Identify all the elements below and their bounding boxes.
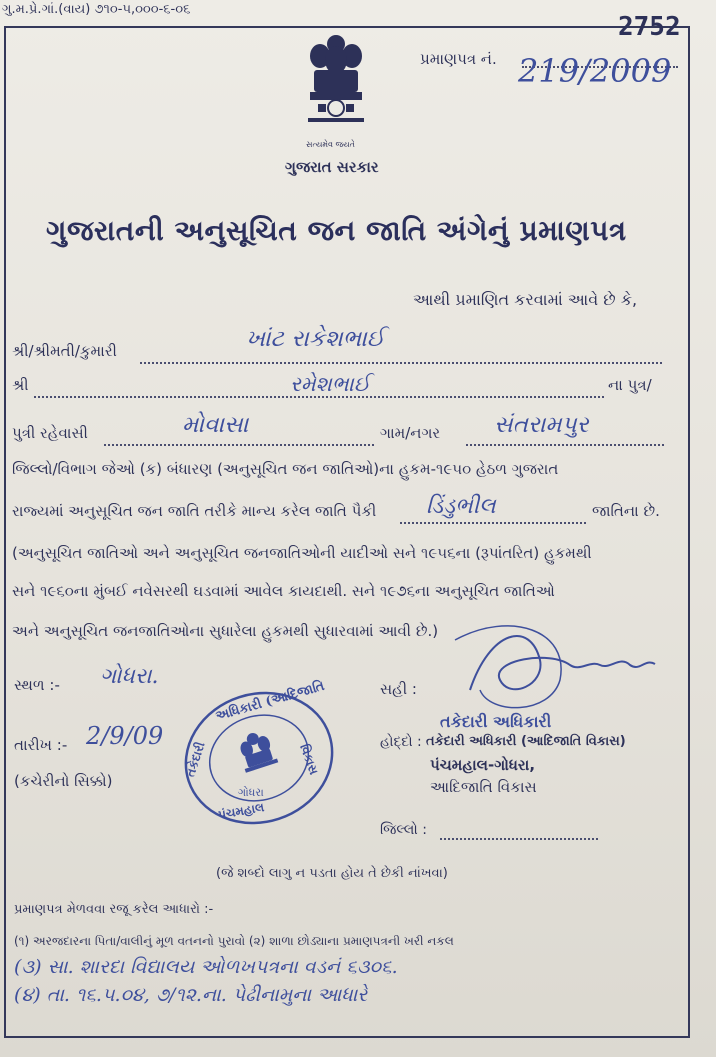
father-label: શ્રી [12, 376, 29, 394]
officer-rubber-stamp: તકેદારી અધિકારી [440, 712, 552, 731]
strike-note: (જે શબ્દો લાગુ ન પડતા હોય તે છેકી નાંખવા) [216, 866, 448, 881]
department: આદિજાતિ વિકાસ [430, 778, 537, 796]
note-line-1: (અનુસૂચિત જાતિઓ અને અનુસૂચિત જનજાતિઓની યાદીઓ સને ૧૯૫૬ના (રૂપાંતરિત) હુકમથી [12, 544, 592, 562]
para-line-2-post: જાતિના છે. [592, 502, 660, 520]
tribe-value: ડિંડુભીલ [426, 494, 496, 519]
stamp-center-text: ગોધરા [238, 786, 264, 799]
certify-line: આથી પ્રમાણિત કરવામાં આવે છે કે, [413, 290, 638, 309]
evidence-item-3: (૩) સા. શારદા વિદ્યાલય ઓળખપત્રના વડનં ૬૩૦૬. [14, 956, 398, 978]
stamp-right-text: વિકાસ [297, 742, 322, 777]
date-value: 2/9/09 [86, 722, 164, 750]
certificate-border [4, 26, 690, 1038]
officer-signature [450, 620, 660, 715]
print-code: ગુ.મ.પ્રે.ગાં.(વાય) ૭૧૦-૫,૦૦૦-૬-૦૬ [2, 2, 191, 17]
name-value: ખાંટ રાકેશભાઈ [246, 326, 385, 352]
para-line-2-pre: રાજ્યમાં અનુસૂચિત જન જાતિ તરીકે માન્ય કરેલ જાતિ પૈકી [12, 502, 377, 520]
certificate-no-value: 219/2009 [518, 52, 672, 90]
resident-label: પુત્રી રહેવાસી [12, 424, 88, 442]
para-line-1: જિલ્લો/વિભાગ જેઓ (ક) બંધારણ (અનુસૂચિત જન જાતિઓ)ના હુકમ-૧૯૫૦ હેઠળ ગુજરાત [12, 460, 559, 478]
name-label: શ્રી/શ્રીમતી/કુમારી [12, 342, 117, 360]
evidence-item-1-2: (૧) અરજદારના પિતા/વાલીનું મૂળ વતનનો પુરાવો (૨) શાળા છોડ્યાના પ્રમાણપત્રની ખરી નકલ [14, 934, 454, 948]
evidence-item-4: (૪) તા. ૧૬.૫.૦૪, ૭/૧૨.ના. પેઢીનામુના આધારે [14, 984, 368, 1006]
stamp-top-text: અધિકારી (આદિજાતિ [214, 678, 327, 725]
office-place: પંચમહાલ-ગોધરા, [430, 756, 536, 774]
designation-label: હોદ્દો : [380, 734, 422, 750]
village-value: મોવાસા [182, 412, 249, 438]
district-label: જિલ્લો : [380, 822, 427, 838]
serial-number: 2752 [618, 12, 681, 42]
note-line-3: અને અનુસૂચિત જનજાતિઓના સુધારેલા હુકમથી સુધારવામાં આવી છે.) [12, 622, 439, 640]
government-name: ગુજરાત સરકાર [285, 158, 379, 176]
office-seal-label: (કચેરીનો સિક્કો) [14, 772, 113, 790]
village-label: ગામ/નગર [380, 424, 441, 442]
son-of-label: ના પુત્ર/ [608, 376, 652, 394]
designation-value: તકેદારી અધિકારી (આદિજાતિ વિકાસ) [426, 734, 626, 749]
national-emblem-icon [300, 30, 372, 140]
town-value: સંતરામપુર [494, 412, 589, 438]
date-label: તારીખ :- [14, 736, 68, 754]
certificate-title: ગુજરાતની અનુસૂચિત જન જાતિ અંગેનું પ્રમાણપત્ર [46, 214, 627, 247]
note-line-2: સને ૧૯૬૦ના મુંબઈ નવેસરથી ઘડવામાં આવેલ કાયદાથી. સને ૧૯૭૬ના અનુસૂચિત જાતિઓ [12, 582, 555, 600]
place-value: ગોધરા. [100, 664, 159, 689]
evidence-heading: પ્રમાણપત્ર મેળવવા રજૂ કરેલ આધારો :- [14, 902, 214, 917]
stamp-bottom-text: પંચમહાલ [217, 800, 266, 822]
certificate-no-label: પ્રમાણપત્ર નં. [420, 50, 497, 68]
father-value: રમેશભાઈ [290, 372, 371, 396]
signature-label: સહી : [380, 680, 417, 698]
place-label: સ્થળ :- [14, 676, 60, 694]
emblem-motto: સત્યમેવ જયતે [306, 140, 355, 149]
stamp-side-text: તકેદારી [183, 740, 208, 779]
